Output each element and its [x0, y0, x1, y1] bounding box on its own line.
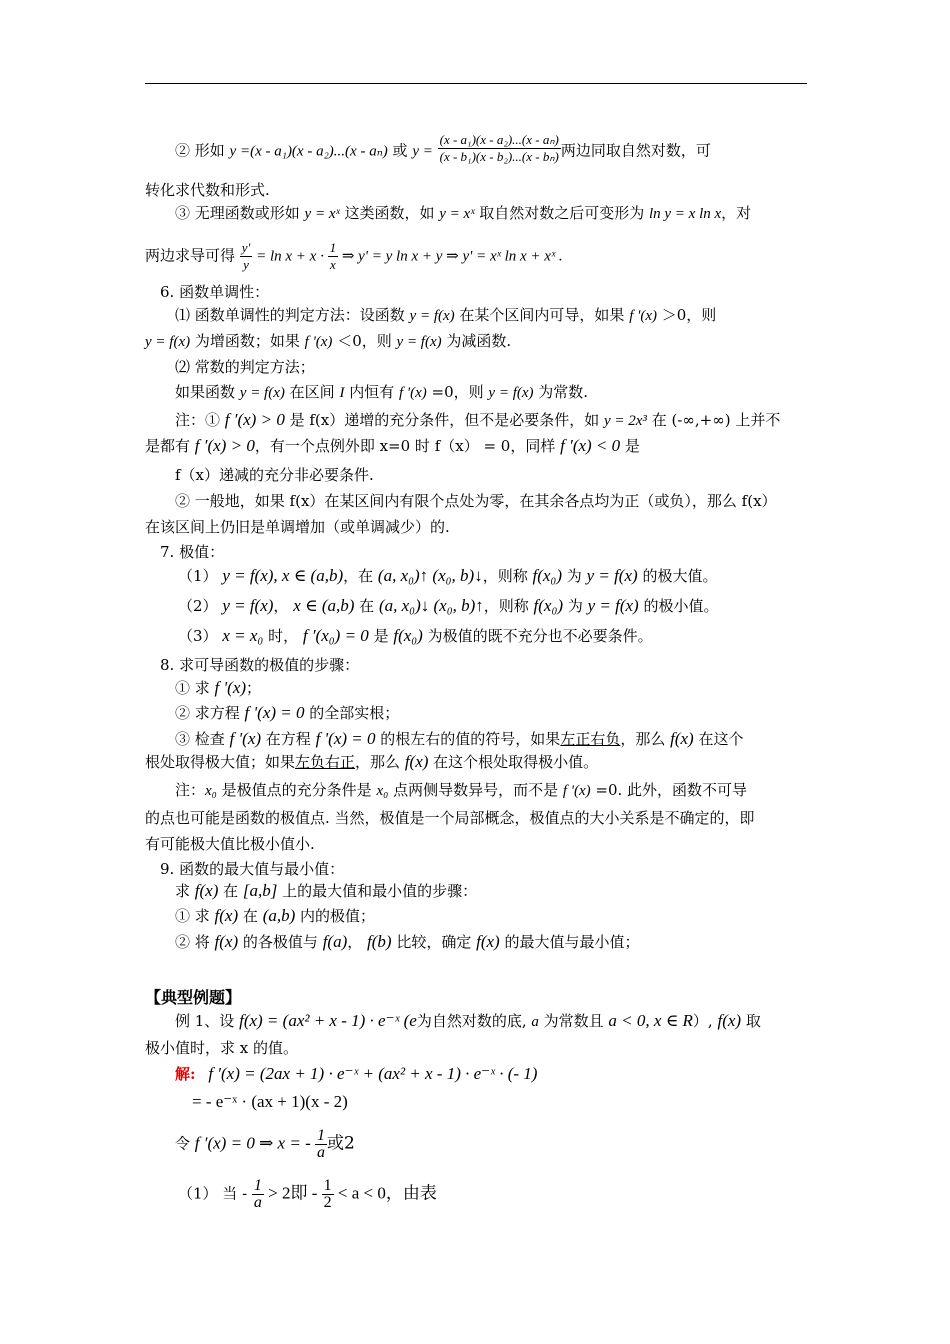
math: f '(x) = 0 [315, 729, 376, 748]
solution-1 [175, 1064, 537, 1084]
text: ，那么 [355, 753, 405, 771]
text: ， [273, 597, 294, 615]
text: 注：① [175, 411, 225, 429]
text: 时， [263, 627, 303, 645]
math: a [531, 1014, 539, 1030]
math: y = f(x), x ∈ (a,b) [222, 566, 344, 585]
math: a < 0, x ∈ R [608, 1011, 693, 1030]
text: ② 形如 [175, 141, 230, 160]
math: f(x) [717, 1011, 742, 1030]
math: y = 2x³ [603, 413, 647, 429]
text: =0. 此外，函数不可导 [590, 781, 748, 799]
math: y = f(x) [222, 596, 274, 615]
solution-3 [175, 1128, 355, 1161]
math: f ′(x) = 0 ⇒ x = - [194, 1133, 315, 1153]
text: 为减函数. [441, 332, 512, 350]
math: f(b) [367, 932, 392, 951]
math: f '(x) [398, 385, 427, 401]
note-1 [175, 410, 780, 431]
line-2: 转化求代数和形式. [145, 181, 270, 199]
line-6-2 [145, 331, 511, 352]
math: y = f(x) [488, 385, 534, 401]
math: y = f(x) [586, 566, 638, 585]
math: y = f(x) [145, 334, 191, 350]
section-heading: 【典型例题】 [145, 988, 242, 1007]
math: f(x) [404, 752, 429, 771]
line-derivative [145, 240, 563, 273]
example-1 [175, 1011, 761, 1032]
text: ，在 [343, 567, 378, 585]
text: < a < 0，由表 [333, 1183, 437, 1203]
math: f '(x) [304, 334, 333, 350]
math: ln y = x ln x [648, 206, 722, 222]
text: 在 (-∞,+∞) 上并不 [646, 411, 781, 429]
math-product: y =(x - a₁)(x - a₂)...(x - aₙ) [229, 143, 388, 160]
text: ② 将 [175, 933, 215, 951]
numerator: (x - a₁)(x - a₂)...(x - aₙ) [439, 132, 559, 147]
line-7-3 [178, 626, 653, 646]
text: ，对 [721, 204, 752, 222]
text: 在 [238, 907, 263, 925]
math-y: y = [412, 143, 433, 160]
text: 为 [562, 567, 587, 585]
text: 的全部实根； [304, 704, 400, 722]
line-7-2 [178, 596, 719, 616]
text: ， [347, 933, 368, 951]
text: ⑴ 函数单调性的判定方法：设函数 [175, 306, 410, 324]
math: = ln x + x · [252, 248, 328, 265]
text: 的极小值。 [638, 597, 719, 615]
text: 上的最大值和最小值的步骤： [277, 882, 478, 900]
denominator: a [317, 1144, 325, 1161]
text: 令 [175, 1134, 195, 1153]
text: 在这个 [693, 730, 744, 748]
text: ① 求 [175, 679, 215, 697]
math: f '(x) = 0 [244, 703, 305, 722]
text: （3） [178, 627, 223, 645]
math: f ′(x) > 0 [194, 436, 255, 455]
text: 是 [368, 627, 394, 645]
math: I [339, 385, 345, 401]
line-9-1 [175, 881, 477, 901]
text: ，那么 [620, 730, 671, 748]
text: 的最大值与最小值； [499, 933, 640, 951]
underlined-text: 左正右负 [560, 730, 621, 748]
underlined-text: 左负右正 [295, 753, 356, 771]
text: 比较，确定 [391, 933, 477, 951]
line-9-2 [175, 906, 375, 926]
text: 是 [620, 437, 640, 455]
text: 取自然对数之后可变形为 [474, 204, 649, 222]
note-3: f（x）递减的充分非必要条件. [175, 466, 374, 484]
text: =0，则 [426, 383, 489, 401]
math: y = f(x) [587, 596, 639, 615]
text: 是极值点的充分条件是 [216, 781, 377, 799]
math: x₀ [376, 783, 389, 799]
text: 的极大值。 [637, 567, 718, 585]
line-6-3: ⑵ 常数的判定方法； [175, 358, 315, 376]
math: f(x) [194, 881, 219, 900]
math: f '(x) [629, 308, 657, 324]
note-5: 在该区间上仍旧是单调增加（或单调减少）的. [145, 518, 450, 536]
math: f(x) = (ax² + x - 1) · e⁻ˣ (e [239, 1011, 417, 1030]
fraction-1-2 [322, 1178, 334, 1211]
text: 根处取得极大值；如果 [145, 753, 296, 771]
section-7: 7. 极值： [160, 543, 225, 561]
text: 内恒有 [344, 383, 399, 401]
text: 为增函数；如果 [190, 332, 305, 350]
fraction-1a-2 [252, 1178, 264, 1211]
math: y = f(x) [239, 385, 285, 401]
text: 在方程 [261, 730, 316, 748]
line-6-4 [175, 382, 588, 403]
note-6 [175, 780, 747, 801]
text: ＜0，则 [332, 332, 397, 350]
line-8-2 [175, 703, 399, 723]
text: 在 [354, 597, 379, 615]
denominator: y [243, 257, 249, 272]
section-6: 6. 函数单调性： [160, 283, 270, 301]
line-6-1 [175, 305, 716, 326]
text: 为 [563, 597, 588, 615]
text: > 2即 - [263, 1183, 322, 1203]
text: ，则称 [482, 567, 533, 585]
math: f '(x) [562, 783, 591, 799]
line-8-1 [175, 678, 261, 698]
note-8: 有可能极大值比极小值小. [145, 835, 315, 853]
math: f ′(x₀) = 0 [302, 626, 369, 645]
numerator: y' [241, 240, 251, 255]
fraction-product [438, 132, 561, 165]
text: 内的极值； [295, 907, 376, 925]
math: f(x) [214, 906, 239, 925]
math: (a, x₀)↓ (x₀, b)↑ [378, 596, 484, 615]
text: 两边求导可得 [145, 246, 240, 265]
math: y = f(x) [409, 308, 455, 324]
math: f(x₀) [533, 596, 564, 615]
note-7: 的点也可能是函数的极值点. 当然，极值是一个局部概念，极值点的大小关系是不确定的，即 [145, 809, 755, 827]
numerator: 1 [253, 1177, 262, 1194]
line-9-3 [175, 932, 639, 952]
denominator: 2 [323, 1194, 332, 1211]
text: （2） [178, 597, 223, 615]
numerator: 1 [317, 1127, 325, 1144]
text: 为自然对数的底, [416, 1012, 532, 1030]
math: f ′(x) = (2ax + 1) · e⁻ˣ + (ax² + x - 1) · e⁻ˣ · (- 1) [208, 1064, 538, 1083]
text: 求 [175, 882, 195, 900]
text: 注： [175, 781, 206, 799]
text: 或 [387, 141, 413, 160]
line-log-form [175, 132, 711, 165]
math: y = xˣ [304, 206, 340, 222]
math: (a, x₀)↑ (x₀, b)↓ [377, 566, 483, 585]
line-7-1 [178, 566, 717, 586]
text: 为常数且 [538, 1012, 609, 1030]
fraction-1a [315, 1128, 327, 1161]
numerator: 1 [329, 240, 337, 255]
text: 是 f(x）递增的充分条件，但不是必要条件，如 [284, 411, 604, 429]
math: f '(x) [214, 678, 247, 697]
text: 取 [741, 1012, 761, 1030]
math: x = x₀ [222, 626, 264, 645]
note-4: ② 一般地，如果 f(x）在某区间内有限个点处为零，在其余各点均为正（或负），那么 f(x） [175, 492, 777, 510]
math: f ′(x) < 0 [560, 436, 621, 455]
text: ＞0，则 [656, 306, 717, 324]
text: 为常数. [533, 383, 589, 401]
text: 在这个根处取得极小值。 [428, 753, 599, 771]
text: （1） 当 - [178, 1184, 252, 1203]
solution-4 [178, 1178, 437, 1211]
text: ② 求方程 [175, 704, 245, 722]
text: 或2 [327, 1133, 355, 1154]
example-1-line-2: 极小值时，求 x 的值。 [145, 1039, 298, 1057]
fraction-1x [328, 240, 339, 273]
text: （1） [178, 567, 223, 585]
text: 如果函数 [175, 383, 240, 401]
section-9: 9. 函数的最大值与最小值： [160, 860, 345, 878]
text: 为极值的既不充分也不必要条件。 [422, 627, 653, 645]
math: y = f(x) [396, 334, 442, 350]
text: 两边同取自然对数，可 [560, 141, 711, 160]
text: 的各极值与 [238, 933, 323, 951]
line-irrational [175, 203, 751, 224]
text: ； [246, 679, 262, 697]
text: 这类函数，如 [339, 204, 440, 222]
math: [a,b] [242, 881, 278, 900]
text: ）, [692, 1012, 718, 1030]
solution-label: 解: [175, 1065, 196, 1083]
text: ③ 检查 [175, 730, 230, 748]
denominator: a [253, 1194, 262, 1211]
text: 的根左右的值的符号，如果 [375, 730, 561, 748]
math: ⇒ y' = y ln x + y ⇒ y' = xˣ ln x + xˣ . [338, 248, 563, 265]
math: f(x₀) [393, 626, 423, 645]
text: ① 求 [175, 907, 215, 925]
math: f ′(x) > 0 [224, 410, 285, 429]
numerator: 1 [323, 1177, 332, 1194]
text: 在 [218, 882, 243, 900]
math: f(x) [476, 932, 500, 951]
math: f '(x) [229, 729, 262, 748]
math: y = xˣ [439, 206, 475, 222]
math: f(x) [670, 729, 694, 748]
solution-2 [192, 1092, 348, 1112]
text: 在区间 [284, 383, 340, 401]
fraction-dy [240, 240, 253, 273]
math: (a,b) [262, 906, 296, 925]
text: 在某个区间内可导，如果 [454, 306, 630, 324]
line-8-4 [145, 752, 598, 772]
math: f(x) [214, 932, 239, 951]
denominator: x [329, 257, 336, 272]
text: 是都有 [145, 437, 195, 455]
math: x₀ [205, 783, 217, 799]
header-rule [145, 83, 807, 84]
denominator: (x - b₁)(x - b₂)...(x - bₙ) [439, 149, 559, 164]
note-2 [145, 436, 640, 456]
section-8: 8. 求可导函数的极值的步骤： [160, 656, 360, 674]
text: 点两侧导数异号，而不是 [388, 781, 563, 799]
text: 例 1、设 [175, 1012, 240, 1030]
math: x ∈ (a,b) [293, 596, 355, 615]
line-8-3 [175, 729, 743, 749]
math: f(x₀) [532, 566, 563, 585]
text: ，则称 [483, 597, 534, 615]
math: = - e⁻ˣ · (ax + 1)(x - 2) [192, 1092, 348, 1111]
text: ，有一个点例外即 x=0 时 f（x） = 0，同样 [254, 437, 561, 455]
math: f(a) [322, 932, 348, 951]
text: ③ 无理函数或形如 [175, 204, 305, 222]
